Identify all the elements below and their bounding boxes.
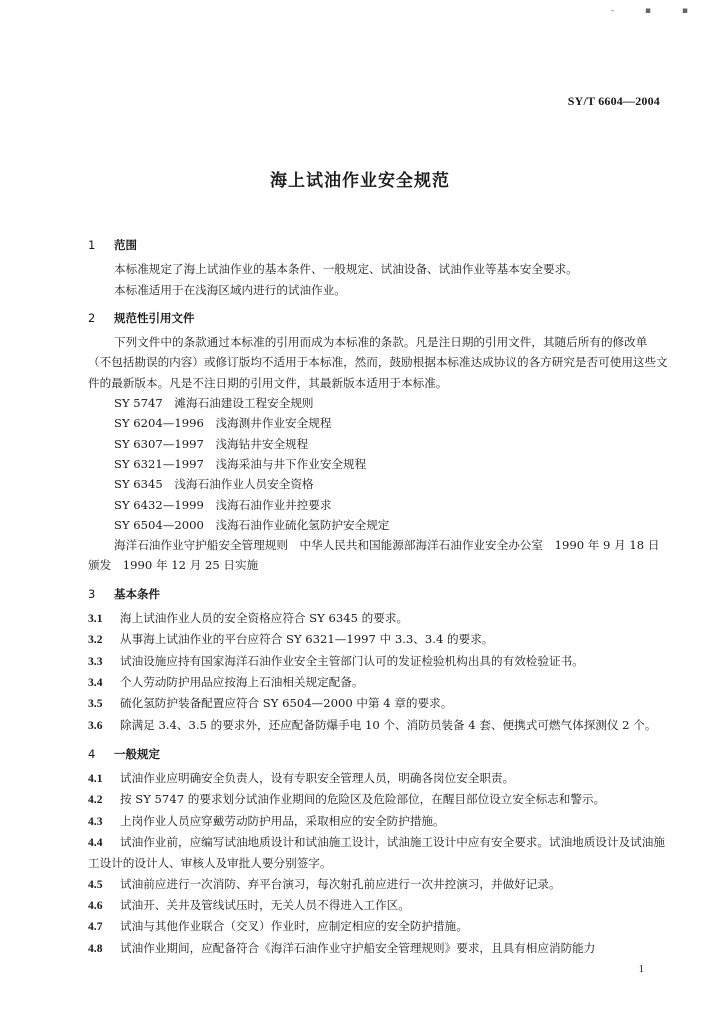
reference-item: SY 6204—1996 浅海测井作业安全规程 bbox=[114, 416, 332, 431]
clause-4-1: 4.1 试油作业应明确安全负责人，设有专职安全管理人员，明确各岗位安全职责。 bbox=[88, 771, 515, 786]
document-title: 海上试油作业安全规范 bbox=[270, 171, 450, 191]
section-heading-1: 1 范围 bbox=[88, 238, 137, 252]
scope-paragraph: 本标准规定了海上试油作业的基本条件、一般规定、试油设备、试油作业等基本安全要求。 bbox=[114, 262, 578, 277]
scope-paragraph: 本标准适用于在浅海区域内进行的试油作业。 bbox=[114, 282, 346, 297]
reference-item: SY 5747 滩海石油建设工程安全规则 bbox=[114, 396, 314, 411]
document-body bbox=[88, 235, 668, 959]
reference-item: SY 6321—1997 浅海采油与井下作业安全规程 bbox=[114, 456, 367, 471]
reference-item: SY 6307—1997 浅海钻井安全规程 bbox=[114, 436, 309, 451]
section-heading-2: 2 规范性引用文件 bbox=[88, 310, 195, 325]
clause-4-5: 4.5 试油前应进行一次消防、弃平台演习，每次射孔前应进行一次井控演习，并做好记录。 bbox=[88, 876, 561, 891]
standard-number: SY/T 6604—2004 bbox=[567, 94, 660, 108]
clause-4-4: 4.4 试油作业前，应编写试油地质设计和试油施工设计，试油施工设计中应有安全要求。试油地质设计及试油施工设计的设计人、审核人及审批人要分别签字。 bbox=[88, 835, 665, 871]
normative-intro: 下列文件中的条款通过本标准的引用而成为本标准的条款。凡是注日期的引用文件，其随后所有的修改单（不包括勘误的内容）或修订版均不适用于本标准，然而，鼓励根据本标准达成协议的各方研究是否可使用这些文件的最新版本。凡是不注日期的引用文件，其最新版本适用于本标准。 bbox=[88, 335, 668, 390]
clause-3-2: 3.2 从事海上试油作业的平台应符合 SY 6321—1997 中 3.3、3.4 的要求。 bbox=[88, 632, 494, 647]
reference-item: SY 6432—1999 浅海石油作业井控要求 bbox=[114, 497, 332, 512]
clause-4-2: 4.2 按 SY 5747 的要求划分试油作业期间的危险区及危险部位，在醒目部位设立安全标志和警示。 bbox=[88, 792, 606, 807]
page-number: 1 bbox=[638, 963, 644, 975]
clause-3-3: 3.3 试油设施应持有国家海洋石油作业安全主管部门认可的发证检验机构出具的有效检验证书。 bbox=[88, 653, 584, 668]
section-heading-3: 3 基本条件 bbox=[88, 586, 160, 601]
corner-marks: - ▪ ▪ bbox=[610, 6, 702, 16]
clause-4-3: 4.3 上岗作业人员应穿戴劳动防护用品，采取相应的安全防护措施。 bbox=[88, 813, 445, 828]
reference-item: SY 6504—2000 浅海石油作业硫化氢防护安全规定 bbox=[114, 517, 390, 532]
clause-3-1: 3.1 海上试油作业人员的安全资格应符合 SY 6345 的要求。 bbox=[88, 611, 409, 626]
clause-3-5: 3.5 硫化氢防护装备配置应符合 SY 6504—2000 中第 4 章的要求。 bbox=[88, 696, 453, 711]
reference-item: SY 6345 浅海石油作业人员安全资格 bbox=[114, 477, 314, 492]
reference-extra: 海洋石油作业守护船安全管理规则 中华人民共和国能源部海洋石油作业安全办公室 1990 年 9 月 18 日颁发 1990 年 12 月 25 日实施 bbox=[88, 538, 660, 573]
clause-4-8: 4.8 试油作业期间，应配备符合《海洋石油作业守护船安全管理规则》要求，且具有相应消防能力 bbox=[88, 940, 596, 955]
section-heading-4: 4 一般规定 bbox=[88, 746, 160, 761]
clause-3-6: 3.6 除满足 3.4、3.5 的要求外，还应配备防爆手电 10 个、消防员装备 4 套、便携式可燃气体探测仪 2 个。 bbox=[88, 717, 657, 732]
clause-3-4: 3.4 个人劳动防护用品应按海上石油相关规定配备。 bbox=[88, 674, 364, 689]
clause-4-6: 4.6 试油开、关井及管线试压时，无关人员不得进入工作区。 bbox=[88, 897, 410, 912]
clause-4-7: 4.7 试油与其他作业联合（交叉）作业时，应制定相应的安全防护措施。 bbox=[88, 919, 468, 934]
